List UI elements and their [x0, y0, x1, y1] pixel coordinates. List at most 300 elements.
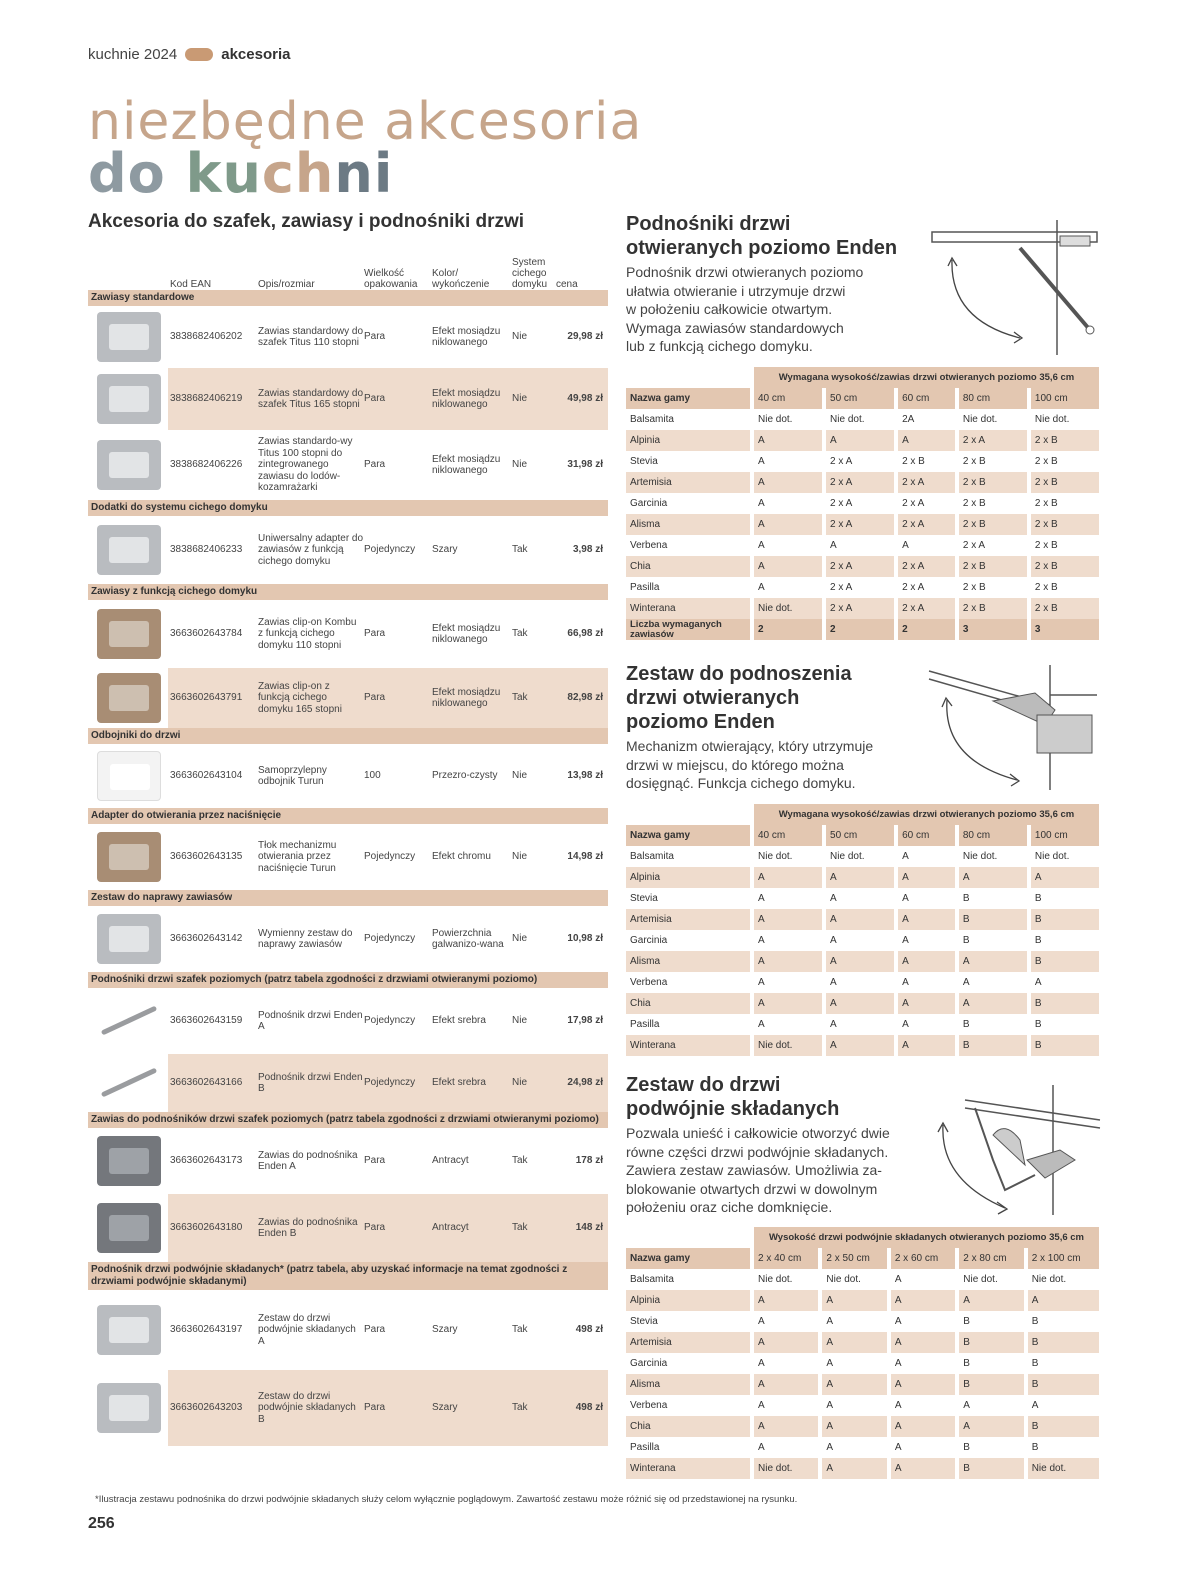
- product-color: Antracyt: [432, 1222, 469, 1234]
- table-row: [626, 1269, 1103, 1290]
- compat-value: A: [822, 1395, 890, 1416]
- table-caption: Wysokość drzwi podwójnie składanych otwieranych poziomo 35,6 cm: [754, 1227, 1103, 1248]
- range-name: Alpinia: [626, 430, 754, 451]
- compat-value: Nie dot.: [754, 598, 826, 619]
- product-color: Efekt mosiądzu niklowanego: [432, 622, 501, 645]
- compat-value: A: [898, 1035, 959, 1056]
- table-corner: [626, 367, 754, 388]
- product-price: 148 zł: [575, 1222, 603, 1234]
- compat-value: A: [1031, 867, 1103, 888]
- compat-value: A: [891, 1416, 959, 1437]
- compat-value: Nie dot.: [826, 409, 898, 430]
- compat-value: A: [822, 1437, 890, 1458]
- compat-value: B: [959, 1014, 1031, 1035]
- range-name: Verbena: [626, 1395, 754, 1416]
- compat-value: A: [826, 909, 898, 930]
- section3-title-line2: podwójnie składanych: [626, 1098, 840, 1120]
- compat-value: A: [898, 888, 959, 909]
- product-ean: 3838682406226: [170, 459, 243, 471]
- title-part-d: ni: [334, 142, 394, 205]
- compat-value: A: [754, 1290, 822, 1311]
- compat-value: A: [826, 993, 898, 1014]
- size-header: 2 x 40 cm: [754, 1248, 822, 1269]
- product-image: [88, 600, 170, 668]
- section2-text-line3: dosięgnąć. Funkcja cichego domyku.: [626, 775, 856, 791]
- product-sys: Nie: [512, 331, 528, 343]
- compat-value: A: [826, 930, 898, 951]
- product-desc: Zawias clip-on z funkcją cichego domyku 165 stopni: [258, 680, 342, 715]
- compat-value: A: [891, 1353, 959, 1374]
- compat-value: A: [891, 1311, 959, 1332]
- compat-value: A: [754, 451, 826, 472]
- category-header: Odbojniki do drzwi: [88, 728, 608, 744]
- section1-compat-table: [626, 367, 1103, 640]
- header-pill-decoration: [185, 48, 213, 61]
- footnote: *Ilustracja zestawu podnośnika do drzwi podwójnie składanych służy celom wyłącznie poglądowym. Zawartość zestawu może różnić się od przedstawionej na rysunku.: [95, 1494, 798, 1505]
- compat-value: A: [898, 930, 959, 951]
- section1-text: [626, 263, 863, 356]
- section2-title: [626, 662, 852, 734]
- compat-value: A: [891, 1290, 959, 1311]
- product-row: [88, 1054, 608, 1112]
- product-price: 14,98 zł: [567, 851, 603, 863]
- product-sys: Nie: [512, 1077, 528, 1089]
- compat-value: Nie dot.: [1031, 409, 1103, 430]
- page-number: 256: [88, 1515, 115, 1532]
- table-row: [626, 409, 1103, 430]
- table-row: [626, 1290, 1103, 1311]
- category-header: Zawiasy standardowe: [88, 290, 608, 306]
- compat-value: A: [826, 535, 898, 556]
- product-table-header: [88, 252, 608, 290]
- compat-value: Nie dot.: [754, 1458, 822, 1479]
- compat-value: A: [754, 1311, 822, 1332]
- product-desc: Zestaw do drzwi podwójnie składanych B: [258, 1390, 356, 1425]
- product-thumbnail: [97, 609, 161, 659]
- product-ean: 3838682406202: [170, 331, 243, 343]
- size-header: 40 cm: [754, 388, 826, 409]
- compat-value: A: [898, 535, 959, 556]
- product-row: [88, 368, 608, 430]
- compat-value: 2 x A: [959, 535, 1031, 556]
- section1-title-line1: Podnośniki drzwi: [626, 213, 791, 235]
- page-title-line2: [88, 142, 393, 205]
- product-color: Szary: [432, 1402, 458, 1414]
- product-ean: 3663602643135: [170, 851, 243, 863]
- compat-value: A: [822, 1311, 890, 1332]
- product-row: [88, 1128, 608, 1194]
- compat-value: A: [754, 430, 826, 451]
- name-header: Nazwa gamy: [626, 825, 754, 846]
- compat-value: 2 x A: [898, 556, 959, 577]
- compat-value: A: [754, 472, 826, 493]
- product-sys: Nie: [512, 770, 528, 782]
- size-header: 50 cm: [826, 388, 898, 409]
- product-thumbnail: [97, 1305, 161, 1355]
- compat-value: 2 x B: [959, 556, 1031, 577]
- product-pack: Para: [364, 1402, 386, 1414]
- compat-value: A: [898, 909, 959, 930]
- compat-value: Nie dot.: [754, 846, 826, 867]
- table-row: [626, 951, 1103, 972]
- product-image: [88, 906, 170, 972]
- product-price: 17,98 zł: [567, 1015, 603, 1027]
- total-value: 2: [898, 619, 959, 640]
- header-desc: Opis/rozmiar: [258, 279, 315, 290]
- table-row: [626, 1458, 1103, 1479]
- range-name: Pasilla: [626, 577, 754, 598]
- product-image: [88, 430, 170, 500]
- compat-value: A: [959, 867, 1031, 888]
- table-caption: Wymagana wysokość/zawias drzwi otwieranych poziomo 35,6 cm: [754, 367, 1103, 388]
- compat-value: B: [1031, 993, 1103, 1014]
- compat-value: A: [754, 1416, 822, 1437]
- table-row: [626, 867, 1103, 888]
- compat-value: A: [754, 867, 826, 888]
- range-name: Verbena: [626, 972, 754, 993]
- compat-value: 2 x A: [826, 514, 898, 535]
- section3-text-line2: równe części drzwi podwójnie składanych.: [626, 1143, 889, 1160]
- compat-value: 2A: [898, 409, 959, 430]
- title-part-c: ch: [261, 142, 335, 205]
- compat-value: A: [754, 556, 826, 577]
- compat-value: 2 x B: [1031, 598, 1103, 619]
- compat-value: 2 x A: [826, 577, 898, 598]
- compat-value: A: [826, 1014, 898, 1035]
- product-thumbnail: [97, 525, 161, 575]
- product-row: [88, 988, 608, 1054]
- product-ean: 3663602643142: [170, 933, 243, 945]
- category-header: Zestaw do naprawy zawiasów: [88, 890, 608, 906]
- section1-text-line5: lub z funkcją cichego domyku.: [626, 338, 813, 354]
- name-header: Nazwa gamy: [626, 1248, 754, 1269]
- table-row: [626, 1374, 1103, 1395]
- compat-value: B: [959, 930, 1031, 951]
- product-sys: Nie: [512, 933, 528, 945]
- compat-value: A: [959, 951, 1031, 972]
- range-name: Pasilla: [626, 1437, 754, 1458]
- header-ean: Kod EAN: [170, 279, 212, 290]
- table-row: [626, 1311, 1103, 1332]
- brand-label: kuchnie 2024: [88, 46, 178, 63]
- compat-value: A: [1028, 1395, 1103, 1416]
- product-pack: Para: [364, 692, 386, 704]
- product-sys: Tak: [512, 692, 528, 704]
- compat-value: A: [754, 493, 826, 514]
- product-color: Efekt mosiądzu niklowanego: [432, 387, 501, 410]
- total-value: 3: [1031, 619, 1103, 640]
- compat-value: A: [826, 951, 898, 972]
- compat-value: A: [754, 514, 826, 535]
- product-desc: Wymienny zestaw do naprawy zawiasów: [258, 927, 353, 950]
- product-color: Powierzchnia galwanizo-wana: [432, 927, 504, 950]
- compat-value: 2 x B: [1031, 577, 1103, 598]
- product-price: 498 zł: [575, 1324, 603, 1336]
- section1-title-line2: otwieranych poziomo Enden: [626, 237, 898, 259]
- compat-value: A: [898, 867, 959, 888]
- compat-value: B: [959, 1035, 1031, 1056]
- compat-value: B: [959, 1437, 1027, 1458]
- compat-value: A: [754, 1437, 822, 1458]
- compat-value: A: [754, 1353, 822, 1374]
- product-image: [88, 306, 170, 368]
- table-row: [626, 846, 1103, 867]
- product-ean: 3663602643104: [170, 770, 243, 782]
- compat-value: A: [959, 1395, 1027, 1416]
- size-header: 60 cm: [898, 388, 959, 409]
- compat-value: A: [754, 930, 826, 951]
- product-image: [88, 516, 170, 584]
- compat-value: A: [898, 846, 959, 867]
- compat-value: A: [898, 1014, 959, 1035]
- product-row: [88, 1290, 608, 1370]
- range-name: Balsamita: [626, 846, 754, 867]
- product-image: [88, 368, 170, 430]
- product-image: [88, 744, 170, 808]
- compat-value: B: [1031, 930, 1103, 951]
- range-name: Garcinia: [626, 1353, 754, 1374]
- product-sys: Tak: [512, 1402, 528, 1414]
- range-name: Garcinia: [626, 930, 754, 951]
- product-color: Przezro-czysty: [432, 770, 498, 782]
- product-sys: Tak: [512, 1155, 528, 1167]
- product-ean: 3663602643197: [170, 1324, 243, 1336]
- product-desc: Podnośnik drzwi Enden B: [258, 1071, 363, 1094]
- size-header: 80 cm: [959, 825, 1031, 846]
- size-header: 50 cm: [826, 825, 898, 846]
- compat-value: B: [959, 1353, 1027, 1374]
- product-price: 178 zł: [575, 1155, 603, 1167]
- compat-value: A: [754, 1374, 822, 1395]
- section3-title-line1: Zestaw do drzwi: [626, 1074, 781, 1096]
- range-name: Stevia: [626, 1311, 754, 1332]
- product-thumbnail: [97, 1203, 161, 1253]
- compat-value: A: [822, 1416, 890, 1437]
- product-pack: Para: [364, 1324, 386, 1336]
- compat-value: 2 x B: [959, 598, 1031, 619]
- product-desc: Uniwersalny adapter do zawiasów z funkcją cichego domyku: [258, 532, 364, 567]
- product-desc: Zawias clip-on Kombu z funkcją cichego domyku 110 stopni: [258, 616, 357, 651]
- product-pack: Para: [364, 628, 386, 640]
- compat-value: B: [959, 1374, 1027, 1395]
- range-name: Chia: [626, 556, 754, 577]
- table-corner: [626, 1227, 754, 1248]
- range-name: Alisma: [626, 1374, 754, 1395]
- product-ean: 3663602643180: [170, 1222, 243, 1234]
- compat-value: A: [1028, 1290, 1103, 1311]
- range-name: Pasilla: [626, 1014, 754, 1035]
- compat-value: A: [891, 1395, 959, 1416]
- product-pack: Pojedynczy: [364, 1015, 416, 1027]
- header-price: cena: [556, 279, 578, 290]
- section1-text-line3: w położeniu całkowicie otwartym.: [626, 301, 833, 317]
- compat-value: A: [891, 1458, 959, 1479]
- range-name: Balsamita: [626, 409, 754, 430]
- size-header: 2 x 60 cm: [891, 1248, 959, 1269]
- product-row: [88, 306, 608, 368]
- product-row: [88, 600, 608, 668]
- category-header: Adapter do otwierania przez naciśnięcie: [88, 808, 608, 824]
- product-ean: 3663602643203: [170, 1402, 243, 1414]
- compat-value: B: [959, 1458, 1027, 1479]
- compat-value: 2 x B: [1031, 493, 1103, 514]
- title-part-a: do: [88, 142, 186, 205]
- compat-value: A: [1031, 972, 1103, 993]
- compat-value: Nie dot.: [959, 409, 1031, 430]
- compat-value: A: [754, 909, 826, 930]
- compat-value: 2 x A: [826, 493, 898, 514]
- product-thumbnail: [97, 440, 161, 490]
- table-row: [626, 493, 1103, 514]
- product-ean: 3663602643173: [170, 1155, 243, 1167]
- section1-text-line4: Wymaga zawiasów standardowych: [626, 319, 844, 336]
- compat-value: A: [826, 1035, 898, 1056]
- product-price: 3,98 zł: [572, 544, 603, 556]
- table-row: [626, 1014, 1103, 1035]
- product-image: [88, 1128, 170, 1194]
- product-pack: Pojedynczy: [364, 544, 416, 556]
- table-row: [626, 598, 1103, 619]
- product-sys: Tak: [512, 1222, 528, 1234]
- compat-value: 2 x A: [826, 556, 898, 577]
- compat-value: A: [754, 1332, 822, 1353]
- product-sys: Tak: [512, 1324, 528, 1336]
- compat-value: 2 x B: [1031, 451, 1103, 472]
- product-pack: Pojedynczy: [364, 933, 416, 945]
- table-row: [626, 930, 1103, 951]
- category-header: Zawias do podnośników drzwi szafek poziomych (patrz tabela zgodności z drzwiami otwieranymi poziomo): [88, 1112, 608, 1128]
- product-sys: Tak: [512, 628, 528, 640]
- category-header: Podnośniki drzwi szafek poziomych (patrz tabela zgodności z drzwiami otwieranymi poziomo): [88, 972, 608, 988]
- name-header: Nazwa gamy: [626, 388, 754, 409]
- range-name: Alisma: [626, 951, 754, 972]
- product-color: Szary: [432, 544, 458, 556]
- product-image: [88, 1054, 170, 1112]
- product-pack: Para: [364, 459, 386, 471]
- product-pack: Para: [364, 393, 386, 405]
- product-thumbnail: [97, 673, 161, 723]
- product-color: Efekt chromu: [432, 851, 491, 863]
- section3-title: [626, 1073, 839, 1121]
- product-ean: 3663602643166: [170, 1077, 243, 1089]
- product-table: [88, 252, 608, 1446]
- compat-value: 2 x B: [1031, 556, 1103, 577]
- product-price: 13,98 zł: [567, 770, 603, 782]
- compat-value: 2 x A: [826, 472, 898, 493]
- product-desc: Samoprzylepny odbojnik Turun: [258, 764, 327, 787]
- compat-value: A: [822, 1290, 890, 1311]
- product-thumbnail: [97, 1058, 161, 1108]
- compat-value: B: [959, 888, 1031, 909]
- compat-value: A: [898, 972, 959, 993]
- compat-value: 2 x A: [898, 577, 959, 598]
- compat-value: B: [1028, 1437, 1103, 1458]
- product-price: 24,98 zł: [567, 1077, 603, 1089]
- compat-value: Nie dot.: [959, 1269, 1027, 1290]
- compat-value: B: [1028, 1416, 1103, 1437]
- product-sys: Nie: [512, 393, 528, 405]
- table-row: [626, 1395, 1103, 1416]
- compat-value: A: [826, 888, 898, 909]
- compat-value: B: [1028, 1353, 1103, 1374]
- table-row: [626, 1416, 1103, 1437]
- compat-value: 2 x B: [1031, 535, 1103, 556]
- product-price: 29,98 zł: [567, 331, 603, 343]
- compat-value: A: [754, 535, 826, 556]
- range-name: Verbena: [626, 535, 754, 556]
- product-color: Efekt mosiądzu niklowanego: [432, 325, 501, 348]
- compat-value: 2 x B: [959, 493, 1031, 514]
- product-row: [88, 1370, 608, 1446]
- table-row: [626, 972, 1103, 993]
- compat-value: Nie dot.: [754, 1035, 826, 1056]
- compat-value: A: [754, 577, 826, 598]
- product-row: [88, 668, 608, 728]
- size-header: 100 cm: [1031, 388, 1103, 409]
- compat-value: Nie dot.: [754, 1269, 822, 1290]
- section2-compat-table: [626, 804, 1103, 1056]
- size-header: 100 cm: [1031, 825, 1103, 846]
- door-lift-diagram: [930, 220, 1100, 360]
- range-name: Chia: [626, 1416, 754, 1437]
- product-pack: Para: [364, 1155, 386, 1167]
- compat-value: B: [959, 1311, 1027, 1332]
- compat-value: Nie dot.: [1028, 1458, 1103, 1479]
- compat-value: Nie dot.: [826, 846, 898, 867]
- product-thumbnail: [97, 312, 161, 362]
- compat-value: A: [754, 972, 826, 993]
- compat-value: 2 x B: [1031, 472, 1103, 493]
- product-price: 82,98 zł: [567, 692, 603, 704]
- compat-value: B: [959, 909, 1031, 930]
- product-price: 31,98 zł: [567, 459, 603, 471]
- range-name: Stevia: [626, 888, 754, 909]
- section3-text-line1: Pozwala unieść i całkowicie otworzyć dwie: [626, 1125, 890, 1141]
- product-row: [88, 430, 608, 500]
- compat-value: A: [826, 972, 898, 993]
- compat-value: A: [754, 888, 826, 909]
- compat-value: Nie dot.: [1028, 1269, 1103, 1290]
- product-desc: Zawias do podnośnika Enden B: [258, 1216, 358, 1239]
- compat-value: 2 x A: [959, 430, 1031, 451]
- section-label: akcesoria: [221, 46, 291, 63]
- compat-value: B: [1028, 1374, 1103, 1395]
- table-row: [626, 1332, 1103, 1353]
- table-row: [626, 556, 1103, 577]
- table-row: [626, 1437, 1103, 1458]
- size-header: 2 x 100 cm: [1028, 1248, 1103, 1269]
- folding-door-diagram: [935, 1080, 1103, 1220]
- compat-value: B: [1028, 1332, 1103, 1353]
- product-desc: Zawias standardowy do szafek Titus 110 stopni: [258, 325, 364, 348]
- product-thumbnail: [97, 914, 161, 964]
- compat-value: A: [826, 430, 898, 451]
- compat-value: B: [1031, 888, 1103, 909]
- left-section-heading: Akcesoria do szafek, zawiasy i podnośniki drzwi: [88, 211, 525, 232]
- compat-value: A: [822, 1332, 890, 1353]
- table-row: [626, 430, 1103, 451]
- product-price: 498 zł: [575, 1402, 603, 1414]
- product-color: Efekt mosiądzu niklowanego: [432, 686, 501, 709]
- product-price: 66,98 zł: [567, 628, 603, 640]
- product-row: [88, 516, 608, 584]
- compat-value: A: [891, 1269, 959, 1290]
- total-row: [626, 619, 1103, 640]
- compat-value: 2 x A: [898, 598, 959, 619]
- range-name: Artemisia: [626, 1332, 754, 1353]
- compat-value: A: [959, 972, 1031, 993]
- compat-value: A: [754, 1014, 826, 1035]
